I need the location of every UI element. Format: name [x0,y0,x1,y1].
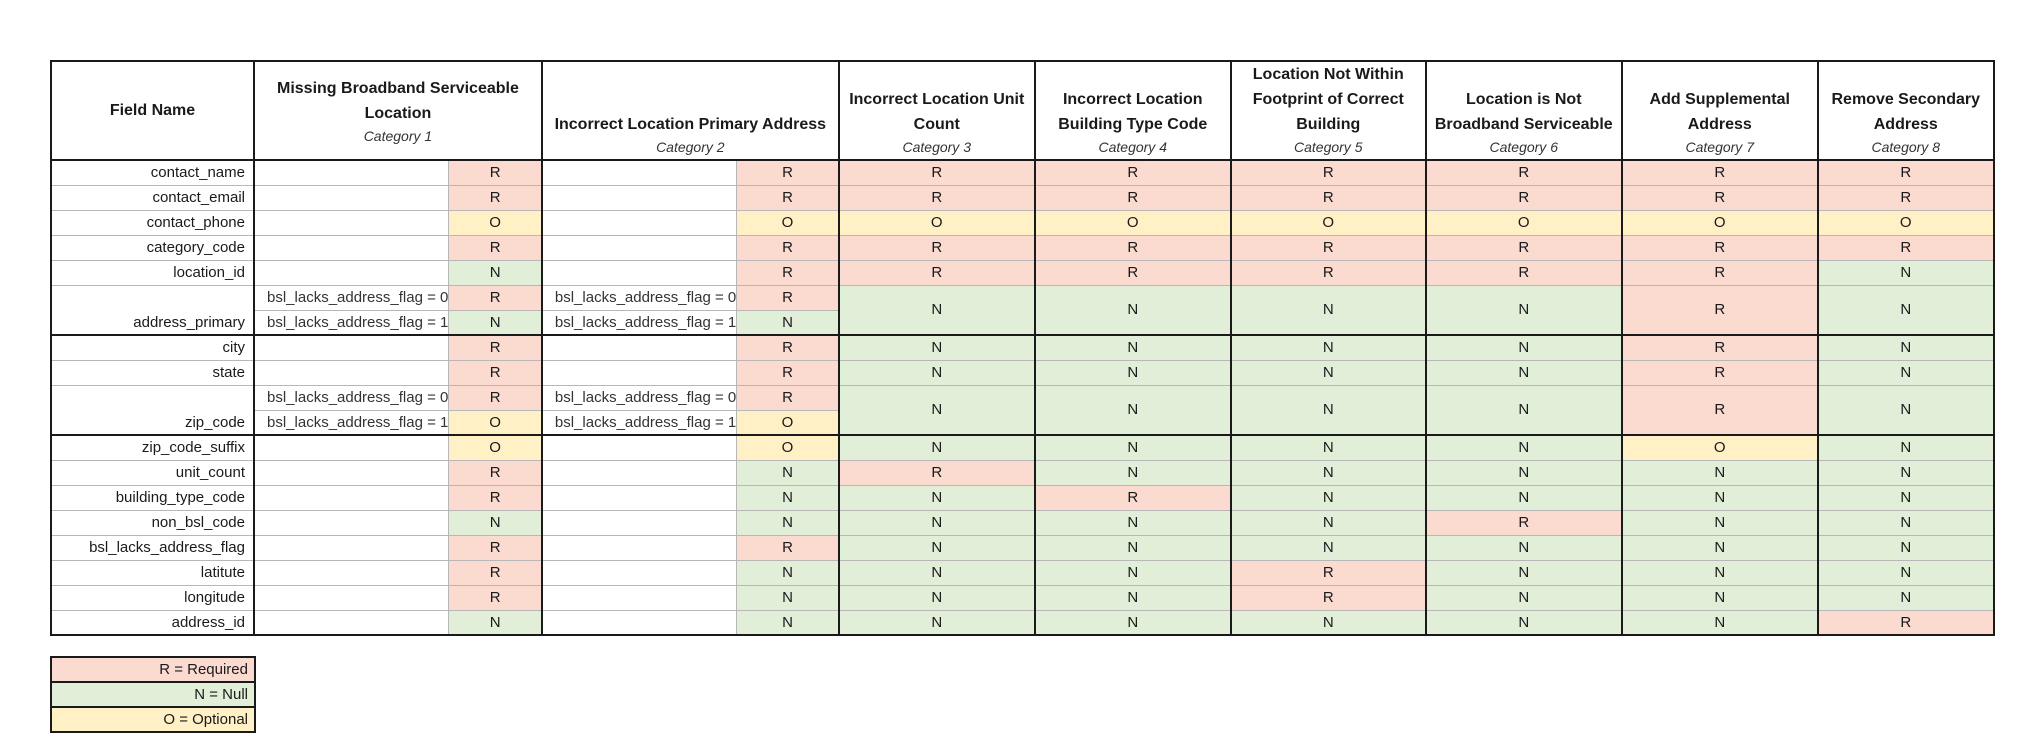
category-1-header: Missing Broadband Serviceable Location Category 1 [254,61,542,160]
requirement-cell: N [449,260,542,285]
requirement-cell: N [1426,585,1622,610]
requirement-cell: N [737,310,839,335]
requirement-cell: N [839,385,1035,435]
condition-label: bsl_lacks_address_flag = 1 [254,310,449,335]
requirement-cell: R [1426,185,1622,210]
blank-cell [542,210,737,235]
table-row [51,335,1994,360]
requirement-cell: N [1818,510,1994,535]
field-requirements-table [50,60,1995,636]
blank-cell [254,535,449,560]
requirement-cell: N [839,610,1035,635]
requirement-cell: R [1426,160,1622,185]
requirement-cell: N [1035,385,1231,435]
requirement-cell: O [737,210,839,235]
legend-row [51,657,255,682]
requirement-cell: N [839,360,1035,385]
requirement-cell: R [1231,560,1426,585]
requirement-cell: N [1622,510,1818,535]
requirement-cell: N [1035,335,1231,360]
requirement-cell: N [839,285,1035,335]
condition-label: bsl_lacks_address_flag = 0 [542,385,737,410]
blank-cell [542,335,737,360]
requirement-cell: N [839,560,1035,585]
blank-cell [254,160,449,185]
condition-label: bsl_lacks_address_flag = 0 [254,285,449,310]
blank-cell [542,260,737,285]
requirement-cell: N [449,310,542,335]
requirement-cell: O [1622,435,1818,460]
table-row [51,610,1994,635]
requirement-cell: N [1426,360,1622,385]
condition-label: bsl_lacks_address_flag = 0 [254,385,449,410]
field-name-cell: category_code [51,235,254,260]
requirement-cell: N [1231,485,1426,510]
requirement-cell: N [1426,610,1622,635]
requirement-cell: R [839,185,1035,210]
requirement-cell: R [839,260,1035,285]
blank-cell [542,460,737,485]
requirement-cell: N [1818,335,1994,360]
blank-cell [254,610,449,635]
requirement-cell: R [1231,185,1426,210]
requirement-cell: N [1622,460,1818,485]
legend-item: O = Optional [51,707,255,732]
requirement-cell: N [1818,535,1994,560]
blank-cell [254,485,449,510]
requirement-cell: N [1818,360,1994,385]
requirement-cell: R [449,485,542,510]
requirement-cell: R [1622,185,1818,210]
blank-cell [254,335,449,360]
requirement-cell: O [1035,210,1231,235]
requirement-cell: R [839,160,1035,185]
condition-label: bsl_lacks_address_flag = 0 [542,285,737,310]
field-name-cell: non_bsl_code [51,510,254,535]
field-name-cell: latitute [51,560,254,585]
blank-cell [254,585,449,610]
field-name-cell: contact_phone [51,210,254,235]
requirement-cell: N [1035,610,1231,635]
requirement-cell: R [449,385,542,410]
header-row [51,61,1994,160]
requirement-cell: O [1426,210,1622,235]
requirement-cell: R [1622,160,1818,185]
requirement-cell: R [449,585,542,610]
field-name-cell: address_id [51,610,254,635]
field-name-cell: unit_count [51,460,254,485]
requirement-cell: N [1818,260,1994,285]
requirement-cell: R [839,460,1035,485]
blank-cell [254,260,449,285]
requirement-cell: N [1622,535,1818,560]
table-row [51,485,1994,510]
table-row [51,460,1994,485]
requirement-cell: R [1622,285,1818,335]
requirement-cell: N [1035,585,1231,610]
requirement-cell: N [839,535,1035,560]
requirement-cell: R [839,235,1035,260]
table-row [51,535,1994,560]
table-row [51,185,1994,210]
requirement-cell: N [1231,435,1426,460]
requirement-cell: N [1231,460,1426,485]
legend-row [51,707,255,732]
field-name-cell: building_type_code [51,485,254,510]
requirement-cell: N [737,485,839,510]
requirement-cell: N [1622,560,1818,585]
requirement-cell: R [1818,235,1994,260]
requirement-cell: R [737,285,839,310]
requirement-cell: O [449,435,542,460]
field-name-cell: city [51,335,254,360]
requirement-cell: N [1426,285,1622,335]
requirement-cell: N [1818,560,1994,585]
blank-cell [542,585,737,610]
blank-cell [542,560,737,585]
category-5-header: Location Not Within Footprint of Correct Building Category 5 [1231,61,1426,160]
field-name-cell: contact_name [51,160,254,185]
requirement-cell: R [737,535,839,560]
field-name-cell: zip_code_suffix [51,435,254,460]
requirement-cell: N [1426,460,1622,485]
requirement-cell: N [737,585,839,610]
requirement-cell: N [1231,285,1426,335]
legend [50,656,256,733]
requirement-cell: N [839,510,1035,535]
category-4-header: Incorrect Location Building Type Code Category 4 [1035,61,1231,160]
condition-label: bsl_lacks_address_flag = 1 [542,310,737,335]
requirement-cell: R [1231,235,1426,260]
requirement-cell: N [1818,460,1994,485]
requirement-cell: R [1035,185,1231,210]
category-7-header: Add Supplemental Address Category 7 [1622,61,1818,160]
field-name-cell: bsl_lacks_address_flag [51,535,254,560]
table-row [51,385,1994,410]
category-3-header: Incorrect Location Unit Count Category 3 [839,61,1035,160]
requirement-cell: N [1231,360,1426,385]
requirement-cell: R [449,460,542,485]
field-name-cell: zip_code [51,385,254,435]
requirement-cell: N [449,610,542,635]
requirement-cell: N [1035,435,1231,460]
requirement-cell: N [1035,510,1231,535]
requirement-cell: O [1231,210,1426,235]
requirement-cell: N [1035,535,1231,560]
requirement-cell: N [1035,560,1231,585]
requirement-cell: R [1622,235,1818,260]
category-6-header: Location is Not Broadband Serviceable Category 6 [1426,61,1622,160]
requirement-cell: N [839,485,1035,510]
requirement-cell: N [1231,610,1426,635]
requirement-cell: N [1231,385,1426,435]
requirement-cell: R [1426,260,1622,285]
table-row [51,260,1994,285]
requirement-cell: N [737,560,839,585]
requirement-cell: N [1426,535,1622,560]
requirement-cell: N [1818,385,1994,435]
requirement-cell: N [839,435,1035,460]
field-name-cell: location_id [51,260,254,285]
table-row [51,160,1994,185]
requirement-cell: N [1231,510,1426,535]
requirement-cell: N [1426,335,1622,360]
condition-label: bsl_lacks_address_flag = 1 [542,410,737,435]
blank-cell [254,460,449,485]
requirement-cell: N [737,460,839,485]
blank-cell [542,485,737,510]
requirement-cell: N [1818,585,1994,610]
field-name-cell: contact_email [51,185,254,210]
requirement-cell: N [1426,435,1622,460]
requirement-cell: N [1035,460,1231,485]
blank-cell [542,535,737,560]
requirement-cell: O [737,410,839,435]
requirement-cell: R [737,185,839,210]
blank-cell [542,360,737,385]
blank-cell [542,510,737,535]
requirement-cell: R [1818,185,1994,210]
table-row [51,435,1994,460]
requirement-cell: R [1035,260,1231,285]
category-8-header: Remove Secondary Address Category 8 [1818,61,1994,160]
blank-cell [542,160,737,185]
legend-item: N = Null [51,682,255,707]
requirement-cell: N [1231,535,1426,560]
requirement-cell: N [1622,485,1818,510]
requirement-cell: R [737,360,839,385]
blank-cell [542,235,737,260]
requirement-cell: N [839,585,1035,610]
blank-cell [254,510,449,535]
requirement-cell: O [1818,210,1994,235]
requirement-cell: R [1231,260,1426,285]
blank-cell [254,360,449,385]
requirement-cell: R [1818,610,1994,635]
requirement-cell: R [1231,160,1426,185]
requirement-cell: O [839,210,1035,235]
table-row [51,585,1994,610]
requirement-cell: R [737,335,839,360]
table-row [51,560,1994,585]
requirement-cell: R [449,335,542,360]
table-body [51,160,1994,635]
requirement-cell: R [1818,160,1994,185]
requirement-cell: R [1035,485,1231,510]
requirement-cell: R [737,260,839,285]
requirement-cell: R [1426,235,1622,260]
requirement-cell: N [1426,385,1622,435]
legend-item: R = Required [51,657,255,682]
requirement-cell: R [449,285,542,310]
table-row [51,285,1994,310]
requirement-cell: N [1818,285,1994,335]
requirement-cell: N [737,610,839,635]
requirement-cell: R [737,235,839,260]
blank-cell [542,185,737,210]
requirement-cell: N [1818,485,1994,510]
blank-cell [254,435,449,460]
requirement-cell: R [1231,585,1426,610]
table-row [51,210,1994,235]
requirement-cell: N [839,335,1035,360]
requirement-cell: R [1622,335,1818,360]
blank-cell [254,560,449,585]
requirement-cell: R [1622,260,1818,285]
field-name-cell: longitude [51,585,254,610]
category-2-header: Incorrect Location Primary Address Category 2 [542,61,839,160]
field-name-cell: state [51,360,254,385]
requirement-cell: N [1622,585,1818,610]
requirement-cell: N [1426,560,1622,585]
requirement-cell: R [449,235,542,260]
table-row [51,360,1994,385]
requirement-cell: N [1622,610,1818,635]
blank-cell [254,210,449,235]
requirement-cell: R [449,560,542,585]
requirement-cell: O [449,210,542,235]
requirement-cell: R [1622,360,1818,385]
field-name-header: Field Name [51,61,254,160]
condition-label: bsl_lacks_address_flag = 1 [254,410,449,435]
legend-row [51,682,255,707]
requirement-cell: N [449,510,542,535]
requirement-cell: R [449,160,542,185]
requirement-cell: R [449,360,542,385]
requirement-cell: N [1035,360,1231,385]
requirement-cell: R [1426,510,1622,535]
requirement-cell: O [737,435,839,460]
requirement-cell: R [1035,160,1231,185]
requirement-cell: R [737,160,839,185]
requirement-cell: O [1622,210,1818,235]
requirement-cell: R [1622,385,1818,435]
table-row [51,235,1994,260]
requirement-cell: R [1035,235,1231,260]
blank-cell [254,185,449,210]
requirement-cell: R [449,185,542,210]
requirement-cell: O [449,410,542,435]
requirement-cell: N [737,510,839,535]
requirement-cell: N [1035,285,1231,335]
field-name-cell: address_primary [51,285,254,335]
requirement-cell: N [1818,435,1994,460]
blank-cell [254,235,449,260]
table-row [51,510,1994,535]
requirement-cell: R [449,535,542,560]
requirement-cell: R [737,385,839,410]
requirement-cell: N [1231,335,1426,360]
requirement-cell: N [1426,485,1622,510]
blank-cell [542,435,737,460]
blank-cell [542,610,737,635]
